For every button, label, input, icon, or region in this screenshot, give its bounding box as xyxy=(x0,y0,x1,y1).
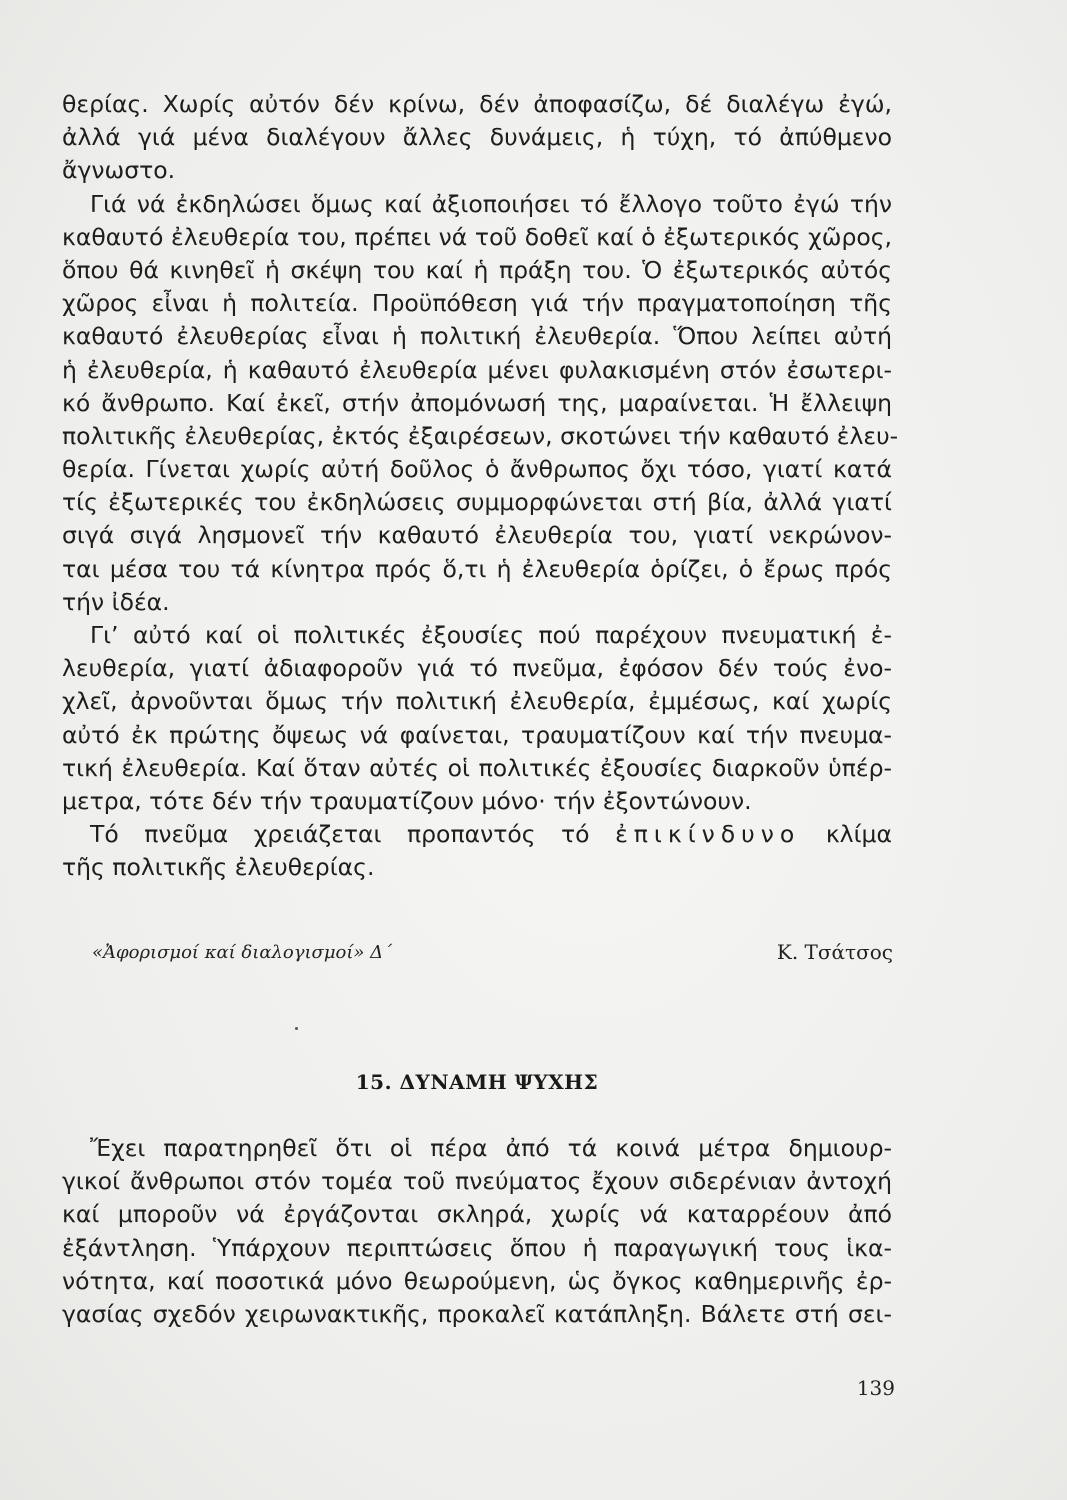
text-line: μετρα, τότε δέν τήν τραυματίζουν μόνο· τήν ἐξοντώνουν. xyxy=(62,786,752,815)
text-line: ται μέσα του τά κίνητρα πρός ὅ,τι ἡ ἐλευθερία ὁρίζει, ὁ ἔρως πρός xyxy=(62,554,892,583)
main-text-block xyxy=(62,88,899,885)
text-line: Γι’ αὐτό καί οἱ πολιτικές ἐξουσίες πού παρέχουν πνευματική ἐ- xyxy=(90,621,892,649)
text-line: τῆς πολιτικῆς ἐλευθερίας. xyxy=(62,853,375,882)
page-number: 139 xyxy=(856,1376,895,1400)
text-line: κό ἄνθρωπο. Καί ἐκεῖ, στήν ἀπομόνωσή της, μαραίνεται. Ἡ ἔλλειψη xyxy=(62,388,892,417)
text-line: ἀλλά γιά μένα διαλέγουν ἄλλες δυνάμεις, ἡ τύχη, τό ἀπύθμενο xyxy=(62,123,892,152)
text-line: καί μποροῦν νά ἐργάζονται σκληρά, χωρίς νά καταρρέουν ἀπό xyxy=(62,1200,892,1229)
text-line: ἡ ἐλευθερία, ἡ καθαυτό ἐλευθερία μένει φυλακισμένη στόν ἐσωτερι- xyxy=(62,355,892,384)
emphasis-lead: Τό πνεῦμα χρειάζεται προπαντός τό xyxy=(90,820,590,849)
ornament-dot xyxy=(295,1027,298,1030)
text-line: λευθερία, γιατί ἀδιαφοροῦν γιά τό πνεῦμα, ἐφόσον δέν τούς ἐνο- xyxy=(62,654,892,683)
text-line: γικοί ἄνθρωποι στόν τομέα τοῦ πνεύματος ἔχουν σιδερένιαν ἀντοχή xyxy=(62,1167,892,1196)
text-line: καθαυτό ἐλευθερία του, πρέπει νά τοῦ δοθεῖ καί ὁ ἐξωτερικός χῶρος, xyxy=(62,222,892,251)
text-line: γασίας σχεδόν χειρωνακτικῆς, προκαλεῖ κατάπληξη. Βάλετε στή σει- xyxy=(62,1299,892,1328)
source-citation: «Ἀφορισμοί καί διαλογισμοί» Δ΄ xyxy=(92,942,393,963)
emphasis-tail: κλίμα xyxy=(825,820,892,849)
author-name: Κ. Τσάτσος xyxy=(776,940,893,964)
text-line: ὅπου θά κινηθεῖ ἡ σκέψη του καί ἡ πράξη του. Ὁ ἐξωτερικός αὐτός xyxy=(62,255,892,284)
section-heading: 15. ΔΥΝΑΜΗ ΨΥΧΗΣ xyxy=(355,1070,599,1094)
text-line: θερία. Γίνεται χωρίς αὐτή δοῦλος ὁ ἄνθρωπος ὄχι τόσο, γιατί κατά xyxy=(62,455,892,484)
text-line: τήν ἰδέα. xyxy=(62,587,170,616)
section-text-block xyxy=(62,1132,892,1331)
text-line-emphasis xyxy=(62,818,892,851)
text-line: θερίας. Χωρίς αὐτόν δέν κρίνω, δέν ἀποφασίζω, δέ διαλέγω ἐγώ, xyxy=(62,90,892,118)
text-line: αὐτό ἐκ πρώτης ὄψεως νά φαίνεται, τραυματίζουν καί τήν πνευμα- xyxy=(62,720,892,749)
text-line: καθαυτό ἐλευθερίας εἶναι ἡ πολιτική ἐλευθερία. Ὅπου λείπει αὐτή xyxy=(62,322,892,351)
text-line: Ἔχει παρατηρηθεῖ ὅτι οἱ πέρα ἀπό τά κοινά μέτρα δημιουρ- xyxy=(90,1134,892,1162)
text-line: σιγά σιγά λησμονεῖ τήν καθαυτό ἐλευθερία του, γιατί νεκρώνον- xyxy=(62,521,892,550)
text-line: τική ἐλευθερία. Καί ὅταν αὐτές οἱ πολιτικές ἐξουσίες διαρκοῦν ὑπέρ- xyxy=(62,753,892,782)
text-line: πολιτικῆς ἐλευθερίας, ἐκτός ἐξαιρέσεων, σκοτώνει τήν καθαυτό ἐλευ- xyxy=(62,421,899,450)
text-line: χῶρος εἶναι ἡ πολιτεία. Προϋπόθεση γιά τήν πραγματοποίηση τῆς xyxy=(62,289,892,318)
text-line: Γιά νά ἐκδηλώσει ὅμως καί ἀξιοποιήσει τό ἔλλογο τοῦτο ἐγώ τήν xyxy=(90,189,892,218)
text-line: ἄγνωστο. xyxy=(62,156,176,185)
spaced-emphasis-word: ἐπικίνδυνο xyxy=(615,820,801,849)
text-line: χλεῖ, ἀρνοῦνται ὅμως τήν πολιτική ἐλευθερία, ἐμμέσως, καί χωρίς xyxy=(62,687,892,716)
text-line: νότητα, καί ποσοτικά μόνο θεωρούμενη, ὡς ὄγκος καθημερινῆς ἐρ- xyxy=(62,1266,892,1295)
text-line: ἐξάντληση. Ὑπάρχουν περιπτώσεις ὅπου ἡ παραγωγική τους ἱκα- xyxy=(62,1233,892,1262)
text-line: τίς ἐξωτερικές του ἐκδηλώσεις συμμορφώνεται στή βία, ἀλλά γιατί xyxy=(62,488,892,517)
